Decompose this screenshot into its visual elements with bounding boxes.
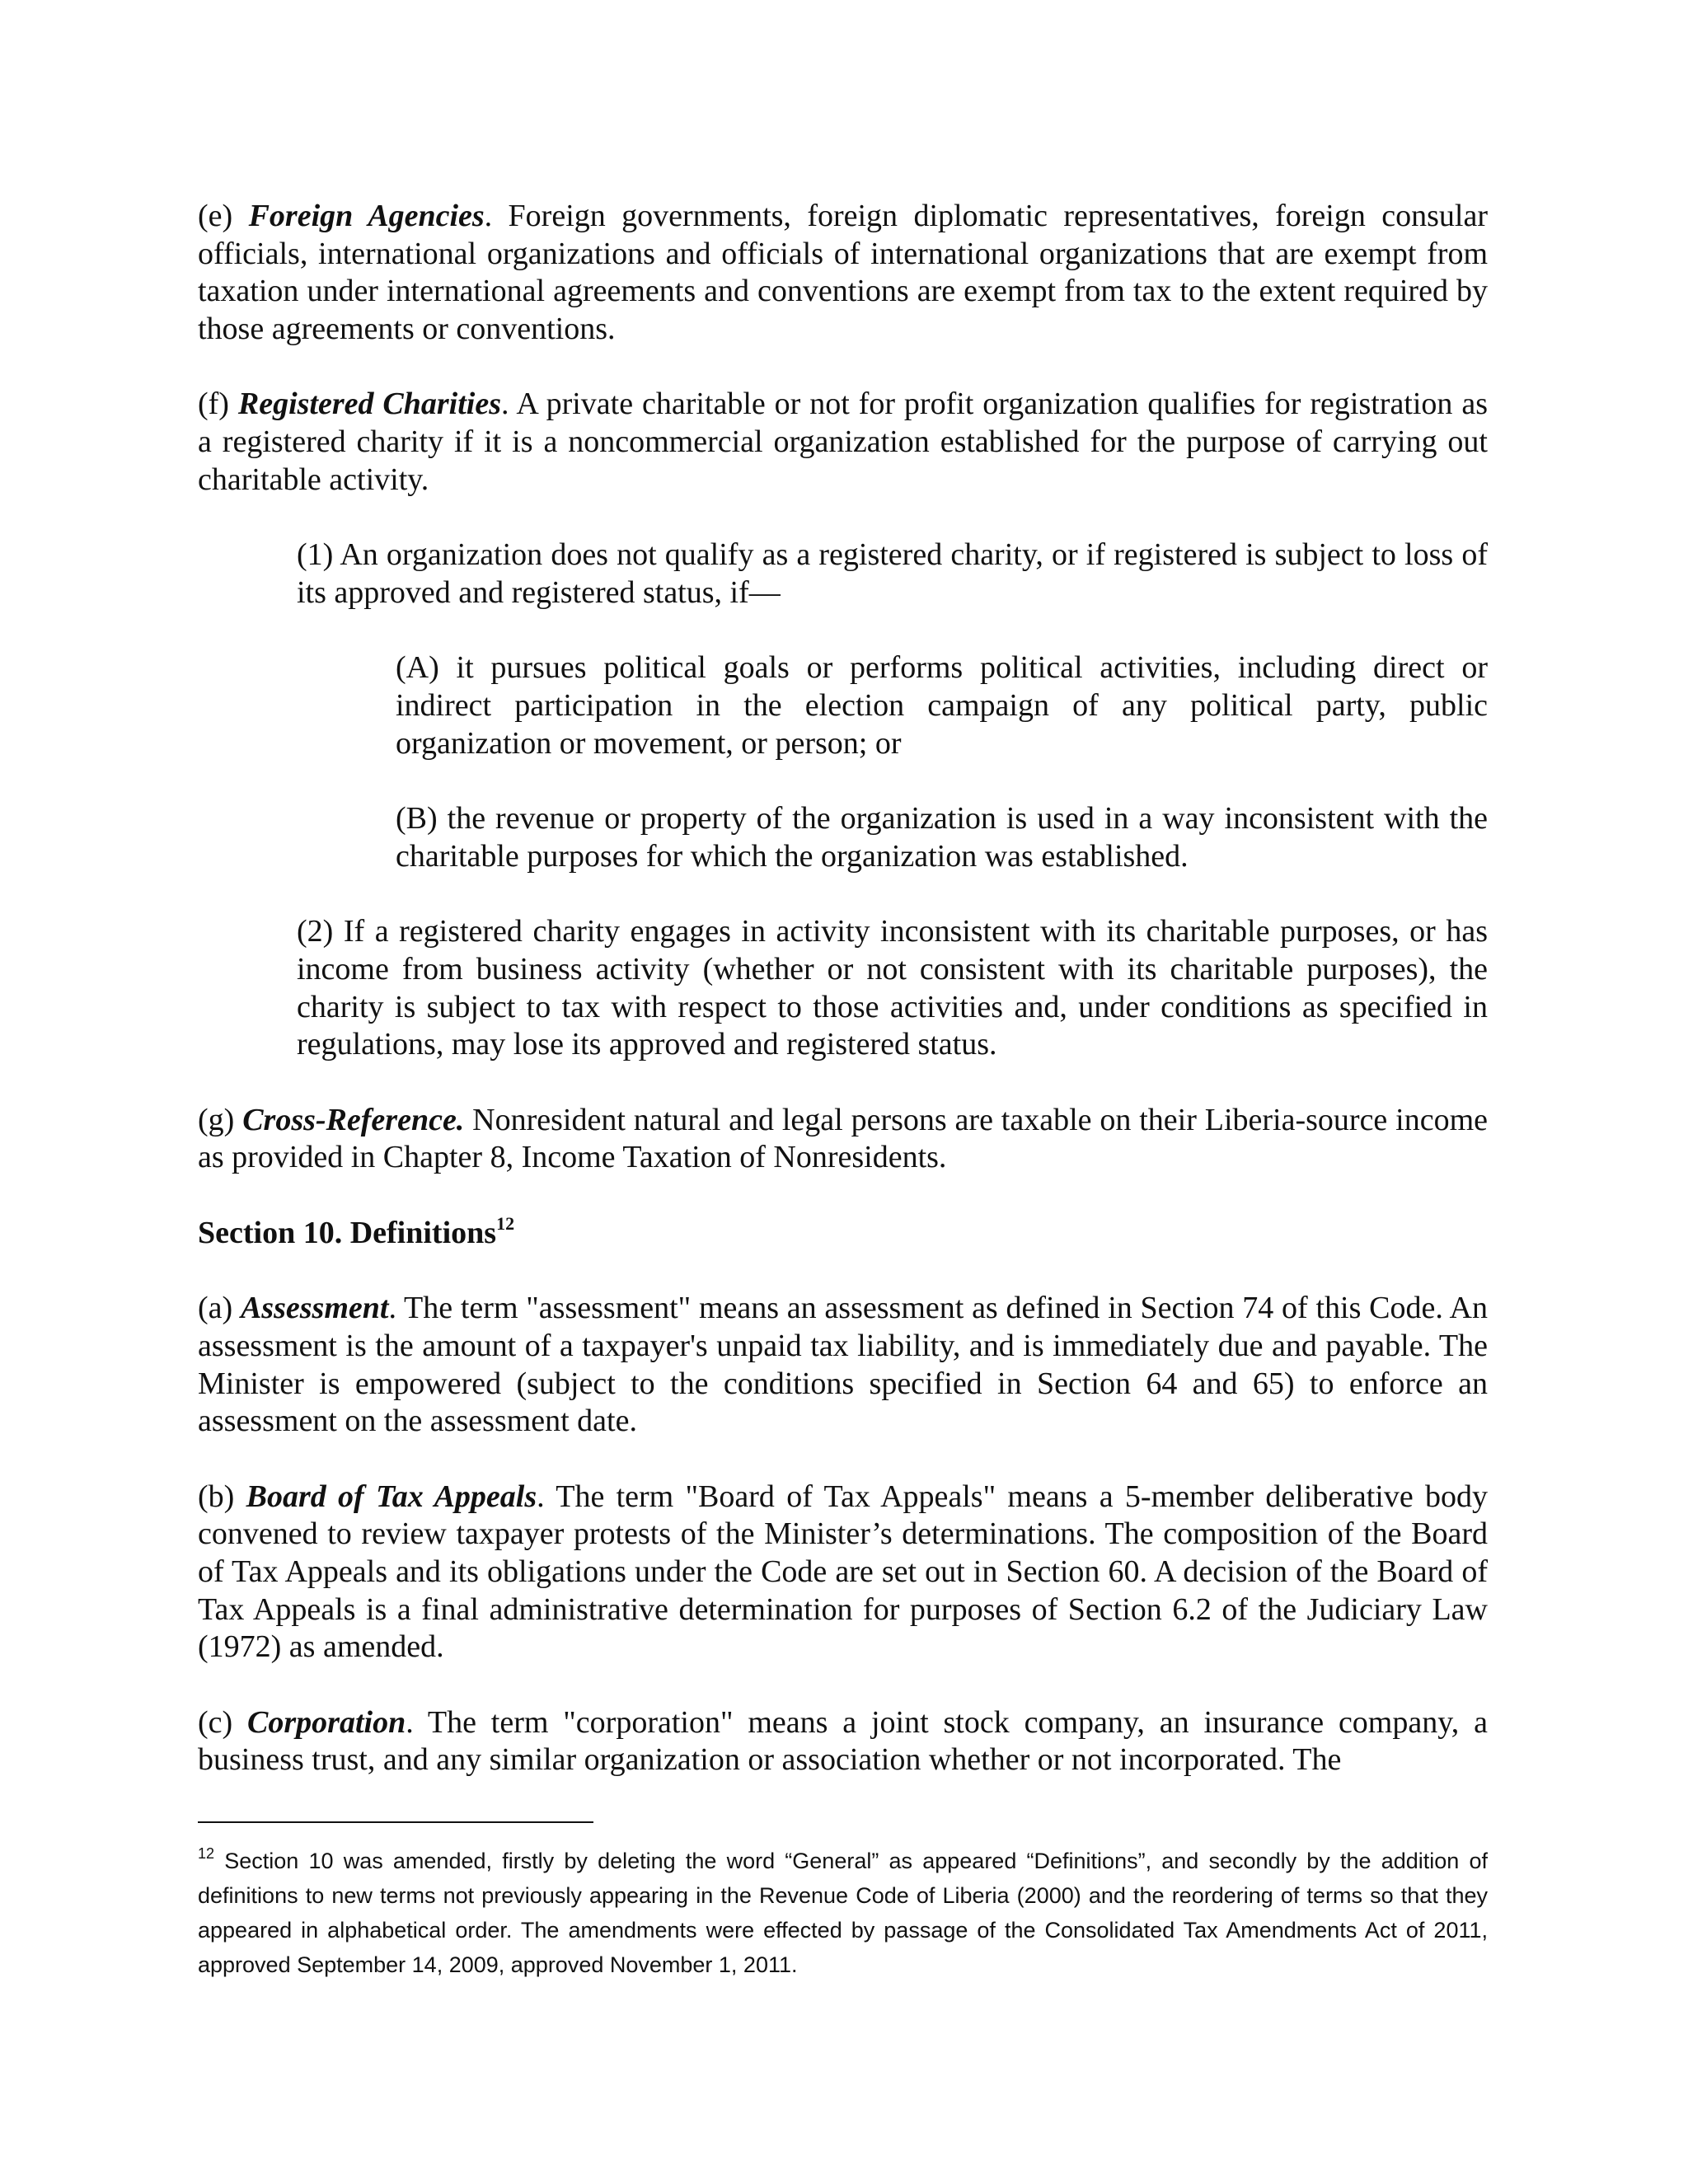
paragraph-text: Nonresident natural and legal persons are taxable on their Liberia-source income as provided in Chapter 8, Income Taxation of Nonresidents.: [198, 1102, 1489, 1175]
paragraph-text: . The term "corporation" means a joint stock company, an insurance company, a business trust, and any similar organization or association whether or not incorporated. The: [198, 1704, 1488, 1778]
definition-a-assessment: [198, 1290, 1488, 1440]
subparagraph-f-2: (2) If a registered charity engages in activity inconsistent with its charitable purposes, or has income from business activity (whether or not consistent with its charitable purposes), the charity is subject to tax with respect to those activities and, under conditions as specified in regulations, may lose its approved and registered status.: [297, 914, 1488, 1062]
document-body: [198, 198, 1488, 1779]
footnote-reference[interactable]: 12: [496, 1212, 515, 1234]
paragraph-label: (e): [198, 199, 249, 233]
paragraph-label: (a): [198, 1291, 241, 1326]
footnote-text: Section 10 was amended, firstly by deleting the word “General” as appeared “Definitions”, and secondly by the addition of definitions to new terms not previously appearing in the Revenue Code of Liberia (2000) and the reordering of terms so that they appeared in alphabetical order. The amendments were effected by passage of the Consolidated Tax Amendments Act of 2011, approved September 14, 2009, approved November 1, 2011.: [198, 1849, 1488, 1977]
section-heading-text: Section 10. Definitions: [198, 1215, 497, 1250]
term-foreign-agencies: Foreign Agencies: [248, 199, 485, 233]
paragraph-label: (f): [198, 387, 238, 422]
footnote-12: [198, 1844, 1488, 1982]
paragraph-label: (b): [198, 1479, 246, 1514]
definition-c-corporation: [198, 1704, 1488, 1779]
term-registered-charities: Registered Charities: [237, 387, 502, 422]
definition-b-board-of-tax-appeals: [198, 1479, 1488, 1666]
footnote-divider: [198, 1821, 593, 1823]
term-board-of-tax-appeals: Board of Tax Appeals: [246, 1479, 537, 1514]
paragraph-label: (c): [198, 1704, 248, 1740]
paragraph-text: . A private charitable or not for profit organization qualifies for registration as a registered charity if it is a noncommercial organization established for the purpose of carrying out charitable activity.: [198, 387, 1488, 497]
paragraph-text: . Foreign governments, foreign diplomatic representatives, foreign consular officials, international organizations and officials of international organizations that are exempt from taxation under international agreements and conventions are exempt from tax to the extent required by those agreements or conventions.: [198, 199, 1488, 346]
paragraph-label: (g): [198, 1102, 243, 1137]
section-heading: [198, 1212, 1488, 1253]
footnote-number: 12: [198, 1845, 215, 1862]
subparagraph-f-1: (1) An organization does not qualify as a registered charity, or if registered is subject to loss of its approved and registered status, if—: [297, 537, 1488, 610]
clause-f-1-B: (B) the revenue or property of the organization is used in a way inconsistent with the charitable purposes for which the organization was established.: [396, 801, 1488, 874]
paragraph-text: . The term "assessment" means an assessment as defined in Section 74 of this Code. An assessment is the amount of a taxpayer's unpaid tax liability, and is immediately due and payable. The Minister is empowered (subject to the conditions specified in Section 64 and 65) to enforce an assessment on the assessment date.: [198, 1291, 1488, 1439]
paragraph-f-registered-charities: [198, 386, 1488, 499]
term-corporation: Corporation: [247, 1704, 406, 1740]
clause-f-1-A: (A) it pursues political goals or performs political activities, including direct or indirect participation in the election campaign of any political party, public organization or movement, or person; or: [396, 650, 1488, 761]
paragraph-g-cross-reference: [198, 1102, 1488, 1177]
paragraph-text: . The term "Board of Tax Appeals" means a 5-member deliberative body convened to review taxpayer protests of the Minister’s determinations. The composition of the Board of Tax Appeals and its obligations under the Code are set out in Section 60. A decision of the Board of Tax Appeals is a final administrative determination for purposes of Section 6.2 of the Judiciary Law (1972) as amended.: [198, 1479, 1488, 1665]
paragraph-e-foreign-agencies: [198, 198, 1488, 348]
term-assessment: Assessment: [240, 1291, 389, 1326]
term-cross-reference: Cross-Reference.: [242, 1102, 465, 1137]
